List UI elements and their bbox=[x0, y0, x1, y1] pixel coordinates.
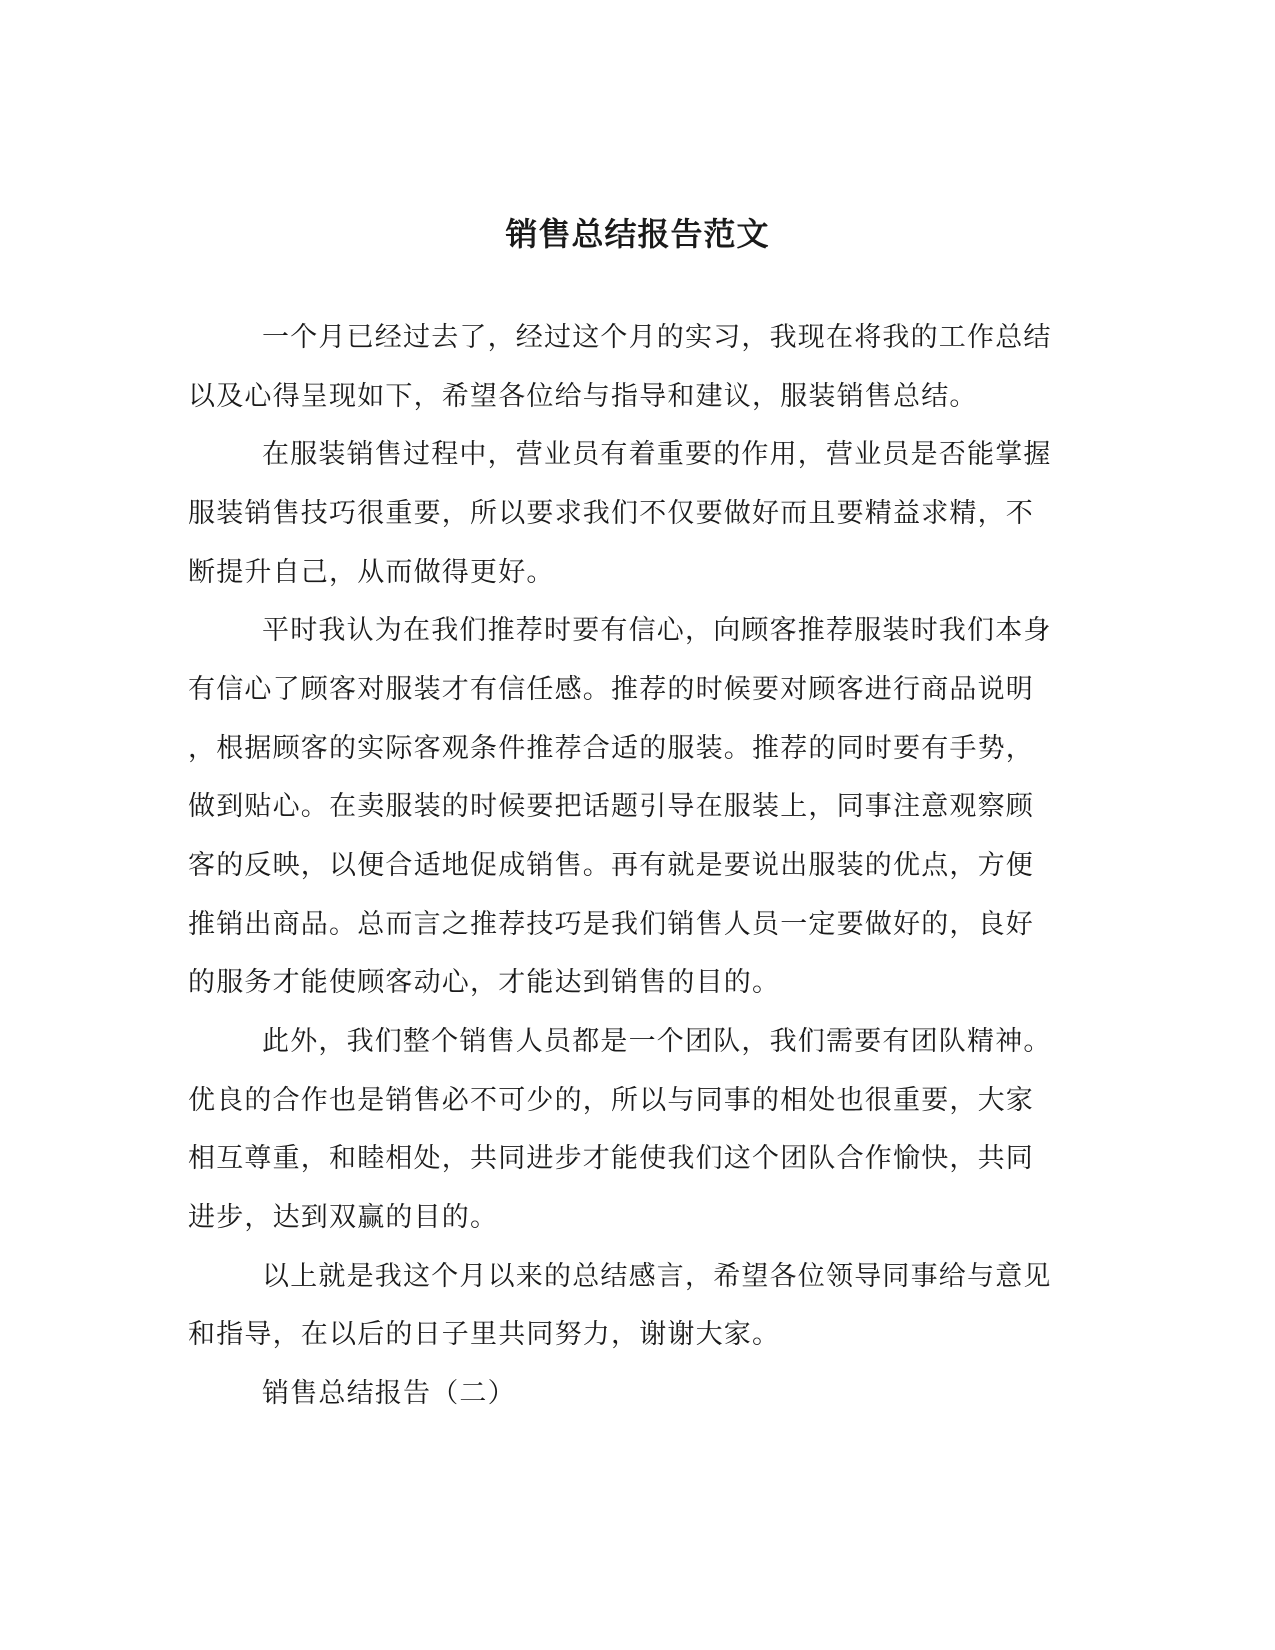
paragraph-3-line-6: 推销出商品。总而言之推荐技巧是我们销售人员一定要做好的，良好 bbox=[188, 909, 1034, 940]
paragraph-3-line-7: 的服务才能使顾客动心，才能达到销售的目的。 bbox=[188, 967, 781, 998]
paragraph-4-line-3: 相互尊重，和睦相处，共同进步才能使我们这个团队合作愉快，共同 bbox=[188, 1143, 1034, 1174]
paragraph-3-line-3: ，根据顾客的实际客观条件推荐合适的服装。推荐的同时要有手势， bbox=[188, 733, 1034, 764]
paragraph-5-line-1: 以上就是我这个月以来的总结感言，希望各位领导同事给与意见 bbox=[262, 1261, 1052, 1292]
paragraph-2-line-3: 断提升自己，从而做得更好。 bbox=[188, 557, 555, 588]
document-title: 销售总结报告范文 bbox=[505, 215, 770, 253]
section-heading-2: 销售总结报告（二） bbox=[262, 1378, 516, 1409]
paragraph-2-line-2: 服装销售技巧很重要，所以要求我们不仅要做好而且要精益求精，不 bbox=[188, 498, 1034, 529]
paragraph-4-line-2: 优良的合作也是销售必不可少的，所以与同事的相处也很重要，大家 bbox=[188, 1085, 1034, 1116]
paragraph-2-line-1: 在服装销售过程中，营业员有着重要的作用，营业员是否能掌握 bbox=[262, 439, 1052, 470]
paragraph-3-line-2: 有信心了顾客对服装才有信任感。推荐的时候要对顾客进行商品说明 bbox=[188, 674, 1034, 705]
paragraph-3-line-5: 客的反映，以便合适地促成销售。再有就是要说出服装的优点，方便 bbox=[188, 850, 1034, 881]
paragraph-4-line-1: 此外，我们整个销售人员都是一个团队，我们需要有团队精神。 bbox=[262, 1026, 1052, 1057]
paragraph-3-line-4: 做到贴心。在卖服装的时候要把话题引导在服装上，同事注意观察顾 bbox=[188, 791, 1034, 822]
paragraph-1-line-2: 以及心得呈现如下，希望各位给与指导和建议，服装销售总结。 bbox=[188, 381, 978, 412]
paragraph-5-line-2: 和指导，在以后的日子里共同努力，谢谢大家。 bbox=[188, 1319, 781, 1350]
paragraph-4-line-4: 进步，达到双赢的目的。 bbox=[188, 1202, 499, 1233]
paragraph-1-line-1: 一个月已经过去了，经过这个月的实习，我现在将我的工作总结 bbox=[262, 322, 1052, 353]
paragraph-3-line-1: 平时我认为在我们推荐时要有信心，向顾客推荐服装时我们本身 bbox=[262, 615, 1052, 646]
